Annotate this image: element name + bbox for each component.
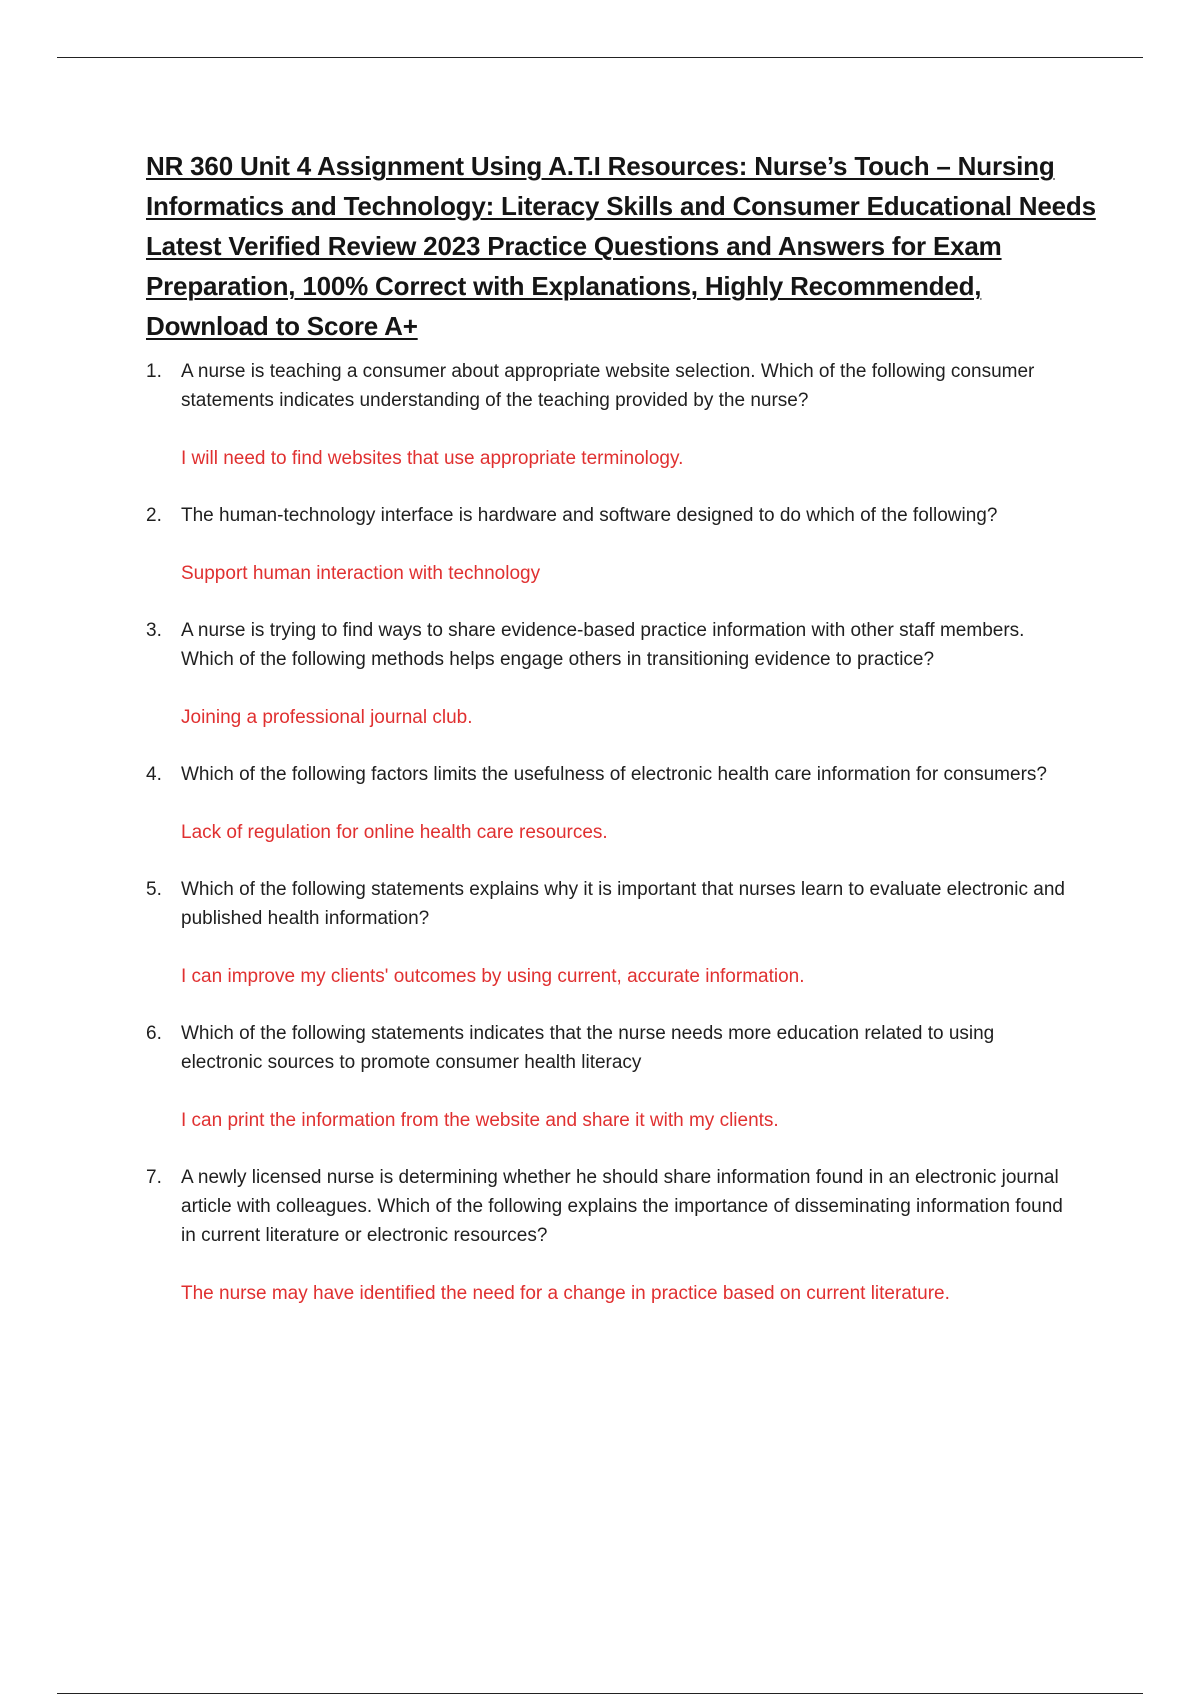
answer-text: The nurse may have identified the need for a change in practice based on current literature.	[181, 1283, 950, 1304]
answer-text: I can print the information from the website and share it with my clients.	[181, 1110, 779, 1131]
question-number: 4.	[146, 764, 162, 785]
document-title: NR 360 Unit 4 Assignment Using A.T.I Resources: Nurse’s Touch – Nursing Informatics and Technology: Literacy Skills and Consumer Educational Needs Latest Verified Review 2023 Practice Questions and Answers for Exam Preparation, 100% Correct with Explanations, Highly Recommended, Download to Score A+	[146, 151, 1096, 341]
question-item	[146, 616, 1076, 732]
question-item	[146, 1163, 1076, 1308]
question-text: A nurse is teaching a consumer about appropriate website selection. Which of the following consumer statements indicates understanding of the teaching provided by the nurse?	[181, 361, 1035, 411]
question-item	[146, 875, 1076, 991]
question-number: 5.	[146, 879, 162, 900]
answer-text: I can improve my clients' outcomes by using current, accurate information.	[181, 966, 805, 987]
question-text: A nurse is trying to find ways to share evidence-based practice information with other staff members. Which of the following methods helps engage others in transitioning evidence to practice?	[181, 620, 1025, 670]
question-item	[146, 357, 1076, 473]
question-number: 2.	[146, 505, 162, 526]
question-number: 3.	[146, 620, 162, 641]
page-top-rule	[57, 57, 1143, 58]
question-item	[146, 760, 1076, 847]
question-number: 7.	[146, 1167, 162, 1188]
question-text: A newly licensed nurse is determining whether he should share information found in an electronic journal article with colleagues. Which of the following explains the importance of disseminating information found in current literature or electronic resources?	[181, 1167, 1063, 1246]
question-number: 1.	[146, 361, 162, 382]
page-bottom-rule	[57, 1693, 1143, 1694]
answer-text: Joining a professional journal club.	[181, 707, 473, 728]
question-text: Which of the following statements indicates that the nurse needs more education related to using electronic sources to promote consumer health literacy	[181, 1023, 995, 1073]
question-item	[146, 1019, 1076, 1135]
question-text: The human-technology interface is hardware and software designed to do which of the following?	[181, 505, 998, 526]
question-number: 6.	[146, 1023, 162, 1044]
question-text: Which of the following statements explains why it is important that nurses learn to evaluate electronic and published health information?	[181, 879, 1065, 929]
answer-text: I will need to find websites that use appropriate terminology.	[181, 448, 684, 469]
question-text: Which of the following factors limits the usefulness of electronic health care information for consumers?	[181, 764, 1047, 785]
answer-text: Lack of regulation for online health care resources.	[181, 822, 608, 843]
answer-text: Support human interaction with technology	[181, 563, 541, 584]
question-item	[146, 501, 1076, 588]
question-list	[146, 357, 1076, 1336]
